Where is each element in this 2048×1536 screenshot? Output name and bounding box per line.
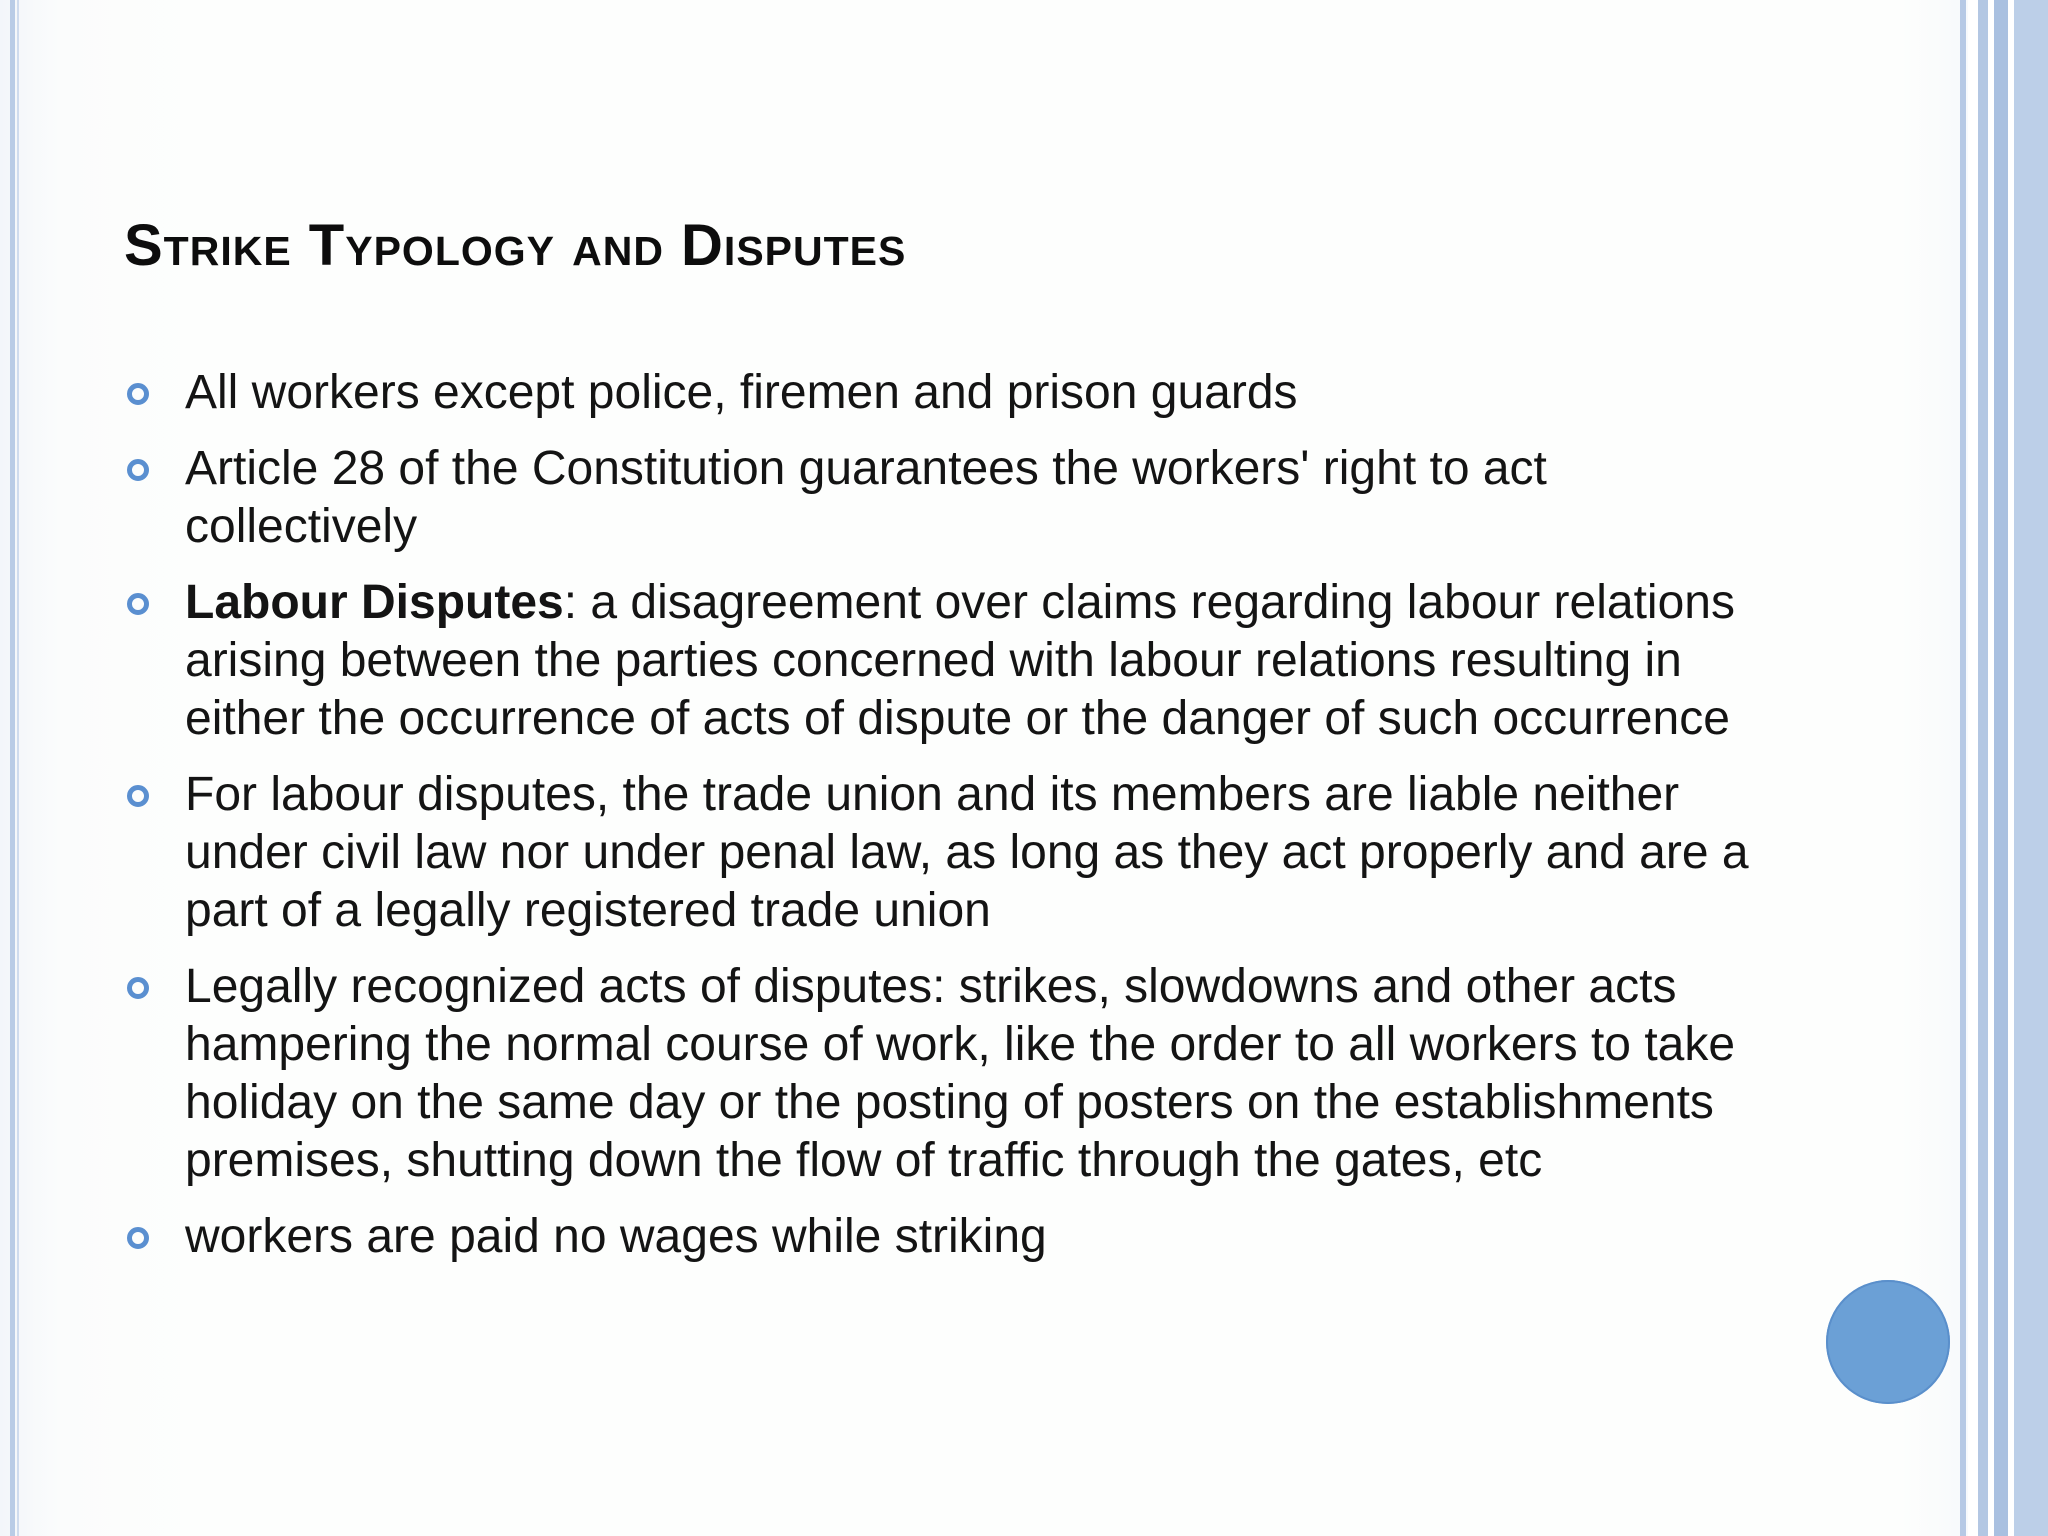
ring-bullet-icon [127,1227,149,1249]
bullet-item [0,958,1775,1190]
ring-bullet-icon [127,785,149,807]
ring-bullet-icon [127,977,149,999]
bullet-text: Legally recognized acts of disputes: strikes, slowdowns and other acts hampering the normal course of work, like the order to all workers to take holiday on the same day or the posting of posters on the establishments premises, shutting down the flow of traffic through the gates, etc [185,960,1736,1187]
bullet-item [0,440,1775,556]
right-border-gap [1968,0,1978,1536]
right-border-stripe [1978,0,1988,1536]
bullet-text: Article 28 of the Constitution guarantees the workers' right to act collectively [185,442,1547,553]
ring-bullet-icon [127,593,149,615]
bullet-text: For labour disputes, the trade union and its members are liable neither under civil law nor under penal law, as long as they act properly and are a part of a legally registered trade union [185,768,1749,937]
decorative-circle [1826,1280,1950,1404]
bullet-term: Labour Disputes [185,576,564,629]
right-border-stripe [1960,0,1966,1536]
bullet-list [0,364,1900,1284]
bullet-item [0,766,1775,940]
bullet-text: All workers except police, firemen and prison guards [185,366,1298,419]
bullet-item [0,574,1775,748]
ring-bullet-icon [127,383,149,405]
right-border-stripe [1994,0,2008,1536]
slide-title: Strike Typology and Disputes [124,213,907,278]
bullet-item [0,364,1775,422]
bullet-item [0,1208,1775,1266]
right-border-stripe [2014,0,2048,1536]
ring-bullet-icon [127,459,149,481]
bullet-text: workers are paid no wages while striking [185,1210,1047,1263]
bullet-text: : a disagreement over claims regarding labour relations arising between the parties concerned with labour relations resulting in either the occurrence of acts of dispute or the danger of such occurrence [185,576,1735,745]
